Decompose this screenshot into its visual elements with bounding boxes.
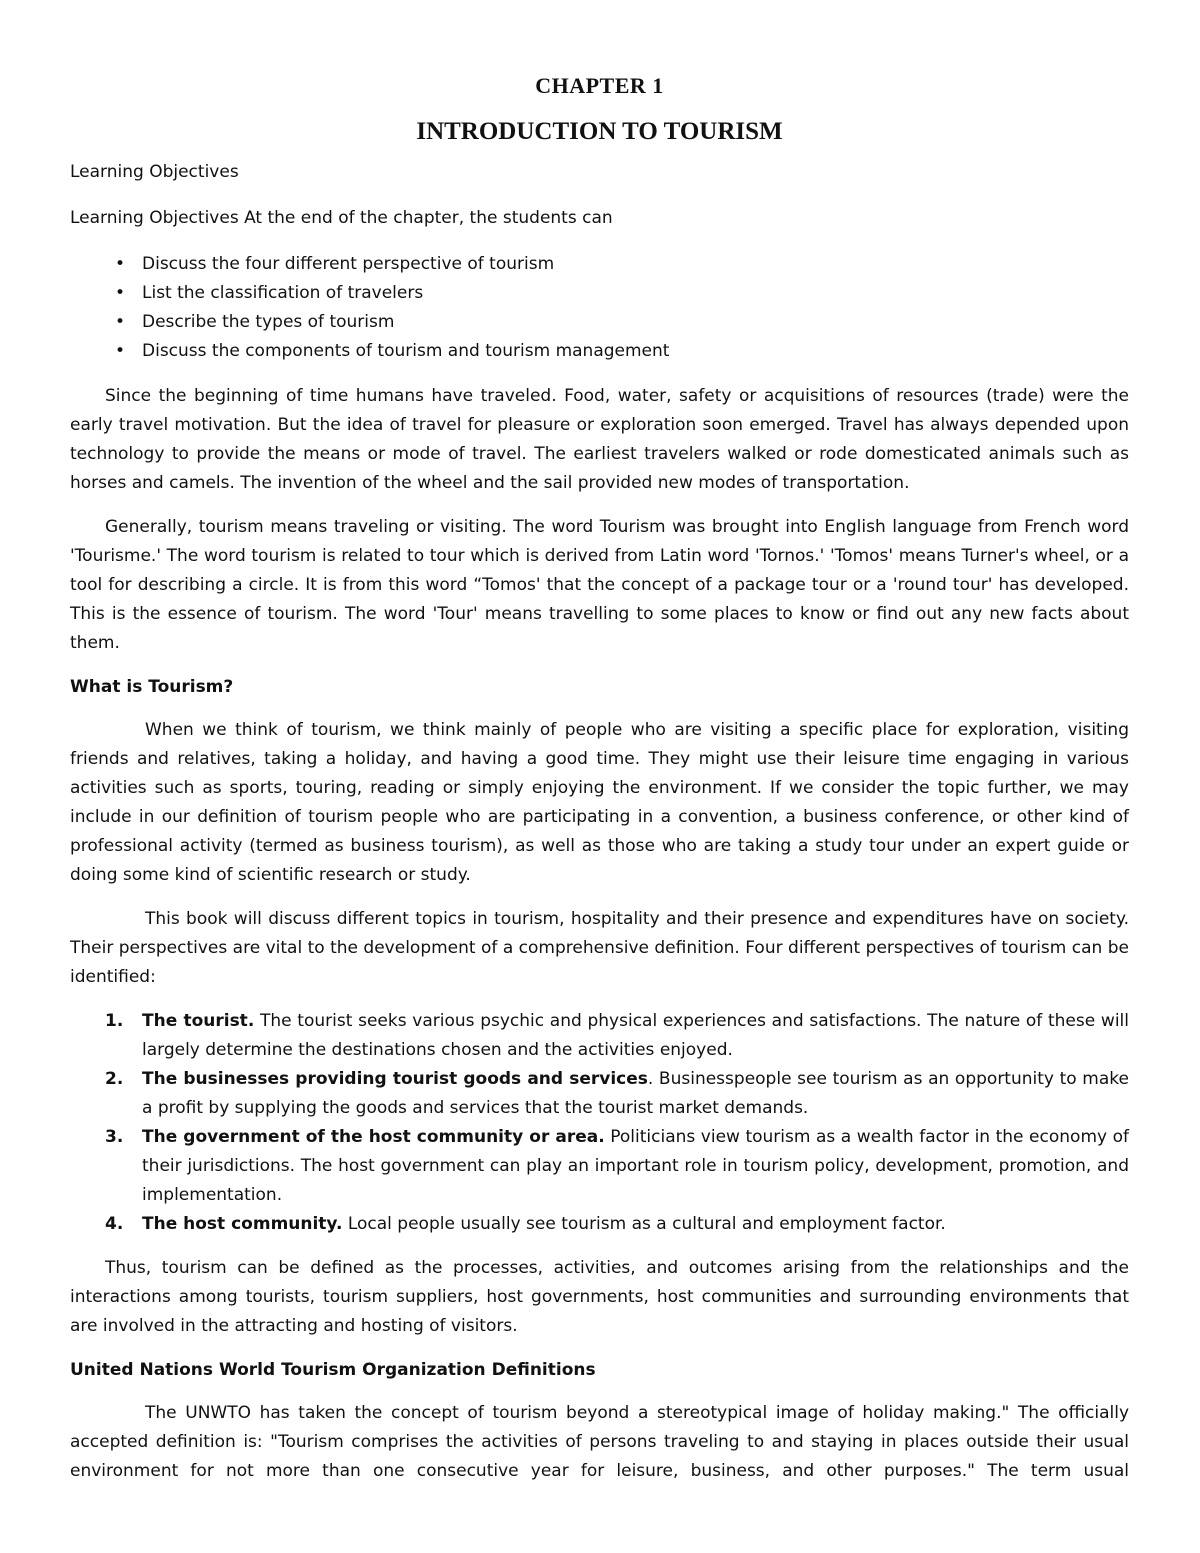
unwto-paragraph: The UNWTO has taken the concept of tourism beyond a stereotypical image of holiday making." The officially accepted definition is: "Tourism comprises the activities of persons traveling to and staying in places outside their usual environment for not more than one consecutive year for leisure, business, and other purposes." The term usual xyxy=(70,1403,1129,1481)
history-paragraph: Since the beginning of time humans have traveled. Food, water, safety or acquisitions of resources (trade) were the early travel motivation. But the idea of travel for pleasure or exploration soon emerged. Travel has always depended upon technology to provide the means or mode of travel. The earliest travelers walked or rode domesticated animals such as horses and camels. The invention of the wheel and the sail provided new modes of transportation. xyxy=(70,386,1129,493)
tourism-concept-paragraph: When we think of tourism, we think mainly of people who are visiting a specific place for exploration, visiting friends and relatives, taking a holiday, and having a good time. They might use their leisure time engaging in various activities such as sports, touring, reading or simply enjoying the environment. If we consider the topic further, we may include in our definition of tourism people who are participating in a convention, a business conference, or other kind of professional activity (termed as business tourism), as well as those who are taking a study tour under an expert guide or doing some kind of scientific research or study. xyxy=(70,720,1129,885)
objectives-intro: Learning Objectives At the end of the chapter, the students can xyxy=(70,208,613,228)
list-number: 4. xyxy=(105,1214,124,1234)
perspective-title: The tourist. xyxy=(142,1011,255,1031)
chapter-title: INTRODUCTION TO TOURISM xyxy=(416,118,783,145)
objectives-list xyxy=(70,250,1129,366)
unwto-heading: United Nations World Tourism Organization Definitions xyxy=(70,1360,596,1380)
list-item xyxy=(70,1065,1129,1123)
list-item xyxy=(70,1210,1129,1239)
bullet-icon: • xyxy=(115,254,126,274)
what-is-tourism-heading: What is Tourism? xyxy=(70,677,234,697)
objective-text: Discuss the four different perspective of tourism xyxy=(142,254,555,274)
objective-text: List the classification of travelers xyxy=(142,283,424,303)
etymology-paragraph: Generally, tourism means traveling or visiting. The word Tourism was brought into English language from French word 'Tourisme.' The word tourism is related to tour which is derived from Latin word 'Tornos.' 'Tomos' means Turner's wheel, or a tool for describing a circle. It is from this word “Tomos' that the concept of a package tour or a 'round tour' has developed. This is the essence of tourism. The word 'Tour' means travelling to some places to know or find out any new facts about them. xyxy=(70,517,1129,653)
perspectives-list xyxy=(70,1007,1129,1239)
chapter-label: CHAPTER 1 xyxy=(535,73,664,98)
objective-text: Describe the types of tourism xyxy=(142,312,395,332)
list-item xyxy=(70,337,1129,366)
definition-paragraph: Thus, tourism can be defined as the processes, activities, and outcomes arising from the relationships and the interactions among tourists, tourism suppliers, host governments, host communities and surrounding environments that are involved in the attracting and hosting of visitors. xyxy=(70,1258,1129,1336)
bullet-icon: • xyxy=(115,312,126,332)
perspective-title: The businesses providing tourist goods and services xyxy=(142,1069,648,1089)
list-item xyxy=(70,1007,1129,1065)
objective-text: Discuss the components of tourism and tourism management xyxy=(142,341,670,361)
list-item xyxy=(70,308,1129,337)
bullet-icon: • xyxy=(115,341,126,361)
perspective-text: . Businesspeople see tourism as an opportunity to make a profit by supplying the goods and services that the tourist market demands. xyxy=(142,1069,1129,1118)
list-item xyxy=(70,279,1129,308)
list-number: 1. xyxy=(105,1011,124,1031)
perspective-text: Politicians view tourism as a wealth factor in the economy of their jurisdictions. The host government can play an important role in tourism policy, development, promotion, and implementation. xyxy=(142,1127,1129,1205)
perspective-title: The government of the host community or area. xyxy=(142,1127,605,1147)
list-item xyxy=(70,250,1129,279)
perspective-text: Local people usually see tourism as a cultural and employment factor. xyxy=(342,1214,946,1234)
bullet-icon: • xyxy=(115,283,126,303)
list-number: 3. xyxy=(105,1127,124,1147)
perspective-title: The host community. xyxy=(142,1214,343,1234)
document-body xyxy=(70,72,1129,1501)
objectives-heading: Learning Objectives xyxy=(70,162,239,182)
perspective-text: The tourist seeks various psychic and physical experiences and satisfactions. The nature of these will largely determine the destinations chosen and the activities enjoyed. xyxy=(142,1011,1129,1060)
list-number: 2. xyxy=(105,1069,124,1089)
perspectives-intro-paragraph: This book will discuss different topics in tourism, hospitality and their presence and expenditures have on society. Their perspectives are vital to the development of a comprehensive definition. Four different perspectives of tourism can be identified: xyxy=(70,909,1129,987)
list-item xyxy=(70,1123,1129,1210)
